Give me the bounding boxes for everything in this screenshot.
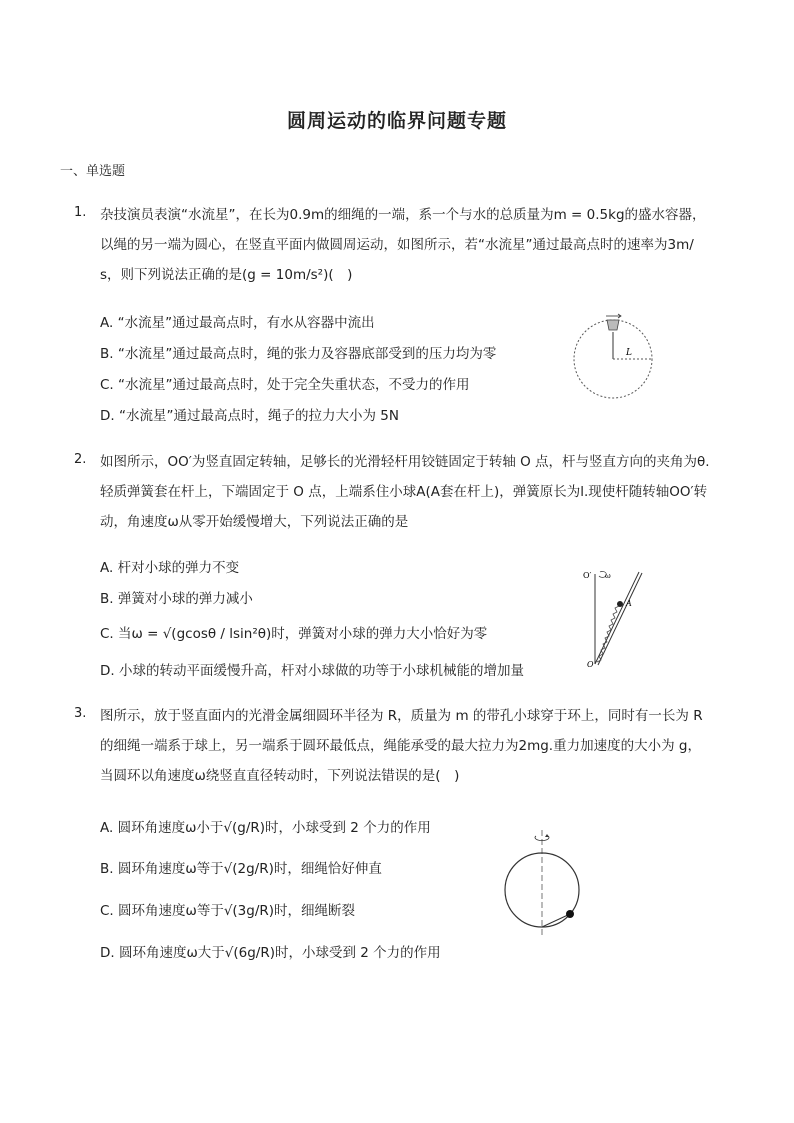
- question-1-line-2: 以绳的另一端为圆心，在竖直平面内做圆周运动，如图所示，若“水流星”通过最高点时的速率为3m/: [100, 237, 694, 253]
- question-3-line-3: 当圆环以角速度ω绕竖直直径转动时，下列说法错误的是( ): [100, 768, 460, 784]
- question-3-option-c[interactable]: C. 圆环角速度ω等于√(3g/R)时，细绳断裂: [100, 903, 356, 919]
- rotating-rod-figure: [575, 566, 655, 670]
- question-1-option-b[interactable]: B. “水流星”通过最高点时，绳的张力及容器底部受到的压力均为零: [100, 346, 497, 362]
- figure-2-label-o-prime: O′: [583, 571, 592, 580]
- question-2-option-d[interactable]: D. 小球的转动平面缓慢升高，杆对小球做的功等于小球机械能的增加量: [100, 663, 524, 679]
- question-1-number: 1.: [74, 205, 87, 220]
- question-1-line-3: s，则下列说法正确的是(g = 10m/s²)( ): [100, 267, 353, 283]
- figure-2-label-a: A: [626, 599, 632, 608]
- figure-2-label-omega: ω: [605, 572, 611, 580]
- page-title: 圆周运动的临界问题专题: [286, 110, 507, 132]
- rotating-ring-figure: [500, 824, 590, 942]
- question-1-option-c[interactable]: C. “水流星”通过最高点时，处于完全失重状态，不受力的作用: [100, 377, 470, 393]
- question-2-line-3: 动，角速度ω从零开始缓慢增大，下列说法正确的是: [100, 514, 409, 530]
- question-2-line-1: 如图所示，OO′为竖直固定转轴，足够长的光滑轻杆用铰链固定于转轴 O 点，杆与竖直方向的夹角为θ.: [100, 454, 710, 470]
- water-meteor-figure: [568, 310, 660, 402]
- figure-1-label-l: L: [626, 348, 632, 358]
- section-heading: 一、单选题: [60, 164, 126, 179]
- question-2-option-c[interactable]: C. 当ω = √(gcosθ / lsin²θ)时，弹簧对小球的弹力大小恰好为零: [100, 626, 488, 642]
- question-2-number: 2.: [74, 452, 87, 467]
- question-3-line-1: 图所示，放于竖直面内的光滑金属细圆环半径为 R，质量为 m 的带孔小球穿于环上，同时有一长为 R: [100, 708, 703, 724]
- question-1-option-a[interactable]: A. “水流星”通过最高点时，有水从容器中流出: [100, 315, 375, 331]
- question-3-option-b[interactable]: B. 圆环角速度ω等于√(2g/R)时，细绳恰好伸直: [100, 861, 382, 877]
- question-2-line-2: 轻质弹簧套在杆上，下端固定于 O 点，上端系住小球A(A套在杆上)，弹簧原长为l.现使杆随转轴OO′转: [100, 484, 708, 500]
- question-3-line-2: 的细绳一端系于球上，另一端系于圆环最低点，绳能承受的最大拉力为2mg.重力加速度的大小为 g，: [100, 738, 701, 754]
- question-2-option-a[interactable]: A. 杆对小球的弹力不变: [100, 560, 240, 576]
- question-3-option-d[interactable]: D. 圆环角速度ω大于√(6g/R)时，小球受到 2 个力的作用: [100, 945, 441, 961]
- question-3-number: 3.: [74, 706, 87, 721]
- question-1-option-d[interactable]: D. “水流星”通过最高点时，绳子的拉力大小为 5N: [100, 408, 399, 424]
- question-3-option-a[interactable]: A. 圆环角速度ω小于√(g/R)时，小球受到 2 个力的作用: [100, 820, 431, 836]
- figure-2-label-o: O: [587, 660, 594, 669]
- question-1-line-1: 杂技演员表演“水流星”，在长为0.9m的细绳的一端，系一个与水的总质量为m = 0.5kg的盛水容器，: [100, 207, 706, 223]
- question-2-option-b[interactable]: B. 弹簧对小球的弹力减小: [100, 591, 253, 607]
